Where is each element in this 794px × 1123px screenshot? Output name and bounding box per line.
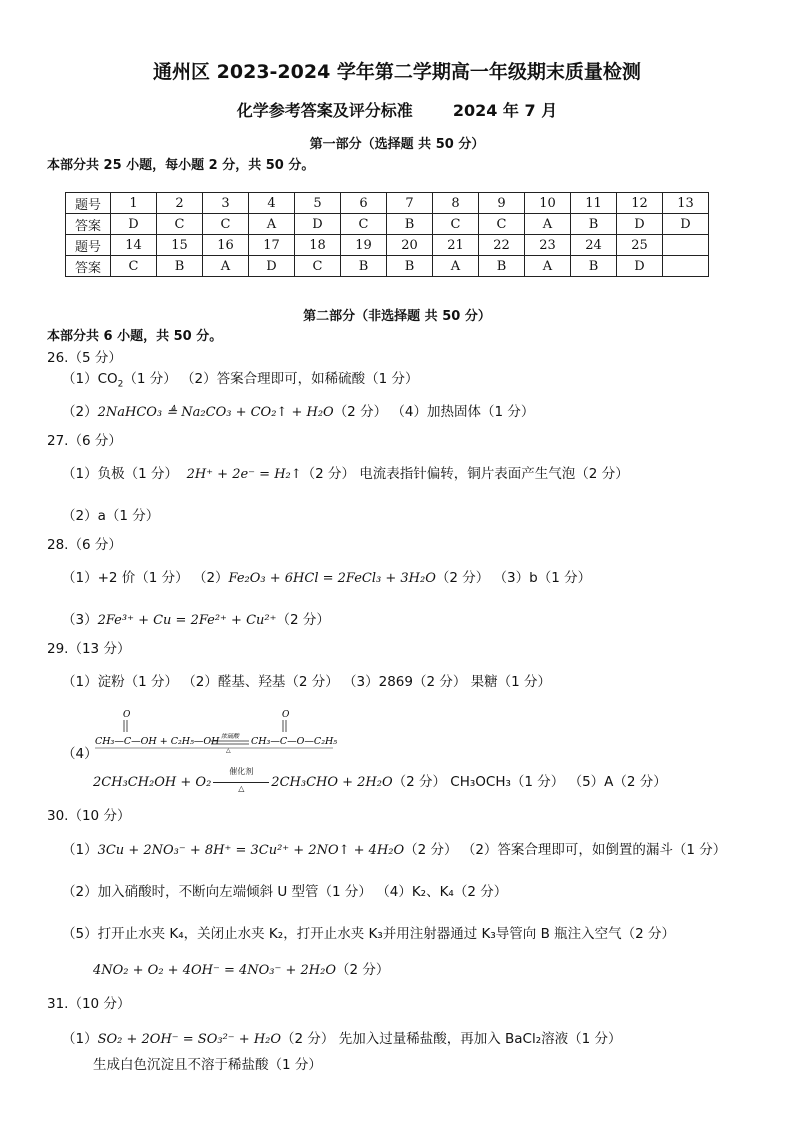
table-cell: A [433,256,479,277]
table-cell: 4 [249,193,295,214]
carbonyl-o-left: O [123,710,131,720]
equation: 2H⁺ + 2e⁻ = H₂↑ [186,467,302,482]
carbonyl-o-right: O [282,710,290,720]
table-cell: 11 [571,193,617,214]
equation: SO₂ + 2OH⁻ = SO₃²⁻ + H₂O [97,1032,282,1047]
heat-symbol: △ [226,747,231,754]
answer-table [65,192,709,277]
table-cell: 6 [341,193,387,214]
table-row-label: 题号 [66,235,111,256]
table-cell: C [295,256,341,277]
equation: 2Fe³⁺ + Cu = 2Fe²⁺ + Cu²⁺ [97,613,277,628]
answer-text: （1） [62,1031,98,1047]
q29-line2-label: （4） [62,746,98,762]
q31-heading: 31.（10 分） [47,996,131,1012]
table-row [66,214,709,235]
table-cell [663,235,709,256]
table-cell: 18 [295,235,341,256]
equation: Fe₂O₃ + 6HCl = 2FeCl₃ + 3H₂O [228,571,436,586]
table-cell: D [663,214,709,235]
table-row-label: 答案 [66,214,111,235]
table-cell: 3 [203,193,249,214]
q31-line1 [62,1027,622,1047]
part1-heading: 第一部分（选择题 共 50 分） [309,137,485,152]
table-cell: 17 [249,235,295,256]
table-cell: D [249,256,295,277]
table-cell: C [157,214,203,235]
answer-text: （2 分） [336,962,390,978]
table-cell: B [387,256,433,277]
table-row [66,235,709,256]
q31-line2: 生成白色沉淀且不溶于稀盐酸（1 分） [93,1057,322,1073]
table-cell: B [341,256,387,277]
q28-line1 [62,566,591,586]
table-cell: 22 [479,235,525,256]
table-cell: 19 [341,235,387,256]
q26-line2 [62,400,534,420]
table-cell: 14 [111,235,157,256]
catalyst-label: 浓硫酸 [221,733,240,740]
answer-text: （2 分） （2）答案合理即可，如倒置的漏斗（1 分） [404,842,727,858]
page-subtitle [0,98,794,121]
table-cell: 21 [433,235,479,256]
table-cell: 16 [203,235,249,256]
table-cell: A [525,214,571,235]
table-cell: B [157,256,203,277]
table-cell: 2 [157,193,203,214]
table-cell: D [295,214,341,235]
table-cell: 12 [617,193,663,214]
table-cell: 8 [433,193,479,214]
q27-line2: （2）a（1 分） [62,508,160,524]
table-cell: D [111,214,157,235]
subtitle-text: 化学参考答案及评分标准 [236,101,413,120]
exam-date: 2024 年 7 月 [452,101,558,120]
equation: 4NO₂ + O₂ + 4OH⁻ = 4NO₃⁻ + 2H₂O [93,963,336,978]
q30-line1 [62,838,726,858]
table-row-label: 题号 [66,193,111,214]
reactants: CH₃—C—OH + C₂H₅—OH [95,736,220,747]
answer-text: （2 分） CH₃OCH₃（1 分） （5）A（2 分） [392,774,667,790]
q28-line2 [62,608,330,628]
table-cell: C [479,214,525,235]
table-cell: D [617,214,663,235]
part2-heading: 第二部分（非选择题 共 50 分） [303,309,491,324]
table-cell: 15 [157,235,203,256]
table-cell: A [525,256,571,277]
table-row [66,256,709,277]
answer-text: （2 分） （3）b（1 分） [435,570,592,586]
esterification-svg [93,706,338,756]
answer-text: （1） [62,842,98,858]
q29-line3 [93,767,667,793]
answer-text: （2） [62,404,98,420]
table-cell: 9 [479,193,525,214]
answer-text: （2 分） [276,612,330,628]
table-cell: C [111,256,157,277]
table-cell: 1 [111,193,157,214]
q27-line1 [62,462,629,482]
equation: 3Cu + 2NO₃⁻ + 8H⁺ = 3Cu²⁺ + 2NO↑ + 4H₂O [97,843,405,858]
page-title: 通州区 2023-2024 学年第二学期高一年级期末质量检测 [153,61,641,83]
table-cell: A [203,256,249,277]
answer-text: （2 分） （4）加热固体（1 分） [333,404,535,420]
q30-line4 [93,958,389,978]
answer-text: （1）+2 价（1 分） （2） [62,570,229,586]
products: CH₃—C—O—C₂H₅ [251,736,338,747]
answer-text: （3） [62,612,98,628]
esterification-equation [93,706,338,756]
table-cell: C [203,214,249,235]
table-cell: 23 [525,235,571,256]
q30-heading: 30.（10 分） [47,808,131,824]
part2-intro: 本部分共 6 小题，共 50 分。 [47,329,223,344]
table-cell: B [571,256,617,277]
equation: 2CH₃CHO + 2H₂O [271,775,393,790]
table-cell: 10 [525,193,571,214]
q28-heading: 28.（6 分） [47,537,122,553]
table-cell: D [617,256,663,277]
q29-line1: （1）淀粉（1 分） （2）醛基、羟基（2 分） （3）2869（2 分） 果糖（1 分） [62,674,552,690]
catalyst-arrow: 催化剂 △ [211,774,271,790]
table-row [66,193,709,214]
table-cell: 13 [663,193,709,214]
table-cell: 20 [387,235,433,256]
q30-line3: （5）打开止水夹 K₄，关闭止水夹 K₂，打开止水夹 K₃并用注射器通过 K₃导管向 B 瓶注入空气（2 分） [62,926,676,942]
table-cell: C [341,214,387,235]
q27-heading: 27.（6 分） [47,433,122,449]
table-cell: A [249,214,295,235]
table-cell: 24 [571,235,617,256]
table-cell: B [387,214,433,235]
table-cell: B [571,214,617,235]
table-cell: 5 [295,193,341,214]
answer-text: （2 分） 先加入过量稀盐酸，再加入 BaCl₂溶液（1 分） [281,1031,622,1047]
equation: 2NaHCO₃ ≜ Na₂CO₃ + CO₂↑ + H₂O [97,405,334,420]
table-cell: C [433,214,479,235]
part1-intro: 本部分共 25 小题，每小题 2 分，共 50 分。 [47,158,315,173]
answer-text: （1）CO [62,371,118,387]
catalyst-label: 催化剂 [229,767,254,776]
equation: 2CH₃CH₂OH + O₂ [93,775,212,790]
table-cell: B [479,256,525,277]
q26-line1: $(1)CO_2(1$ 分） （2）答案合理即可，如稀硫酸（1 分） [62,371,419,390]
answer-text: （1）负极（1 分） [62,466,178,482]
table-cell: 25 [617,235,663,256]
q30-line2: （2）加入硝酸时，不断向左端倾斜 U 型管（1 分） （4）K₂、K₄（2 分） [62,884,508,900]
q26-heading: 26.（5 分） [47,350,122,366]
table-cell: 7 [387,193,433,214]
table-cell [663,256,709,277]
answer-text: （1 分） （2）答案合理即可，如稀硫酸（1 分） [123,371,419,387]
q29-heading: 29.（13 分） [47,641,131,657]
answer-text: （2 分） 电流表指针偏转，铜片表面产生气泡（2 分） [301,466,629,482]
table-row-label: 答案 [66,256,111,277]
